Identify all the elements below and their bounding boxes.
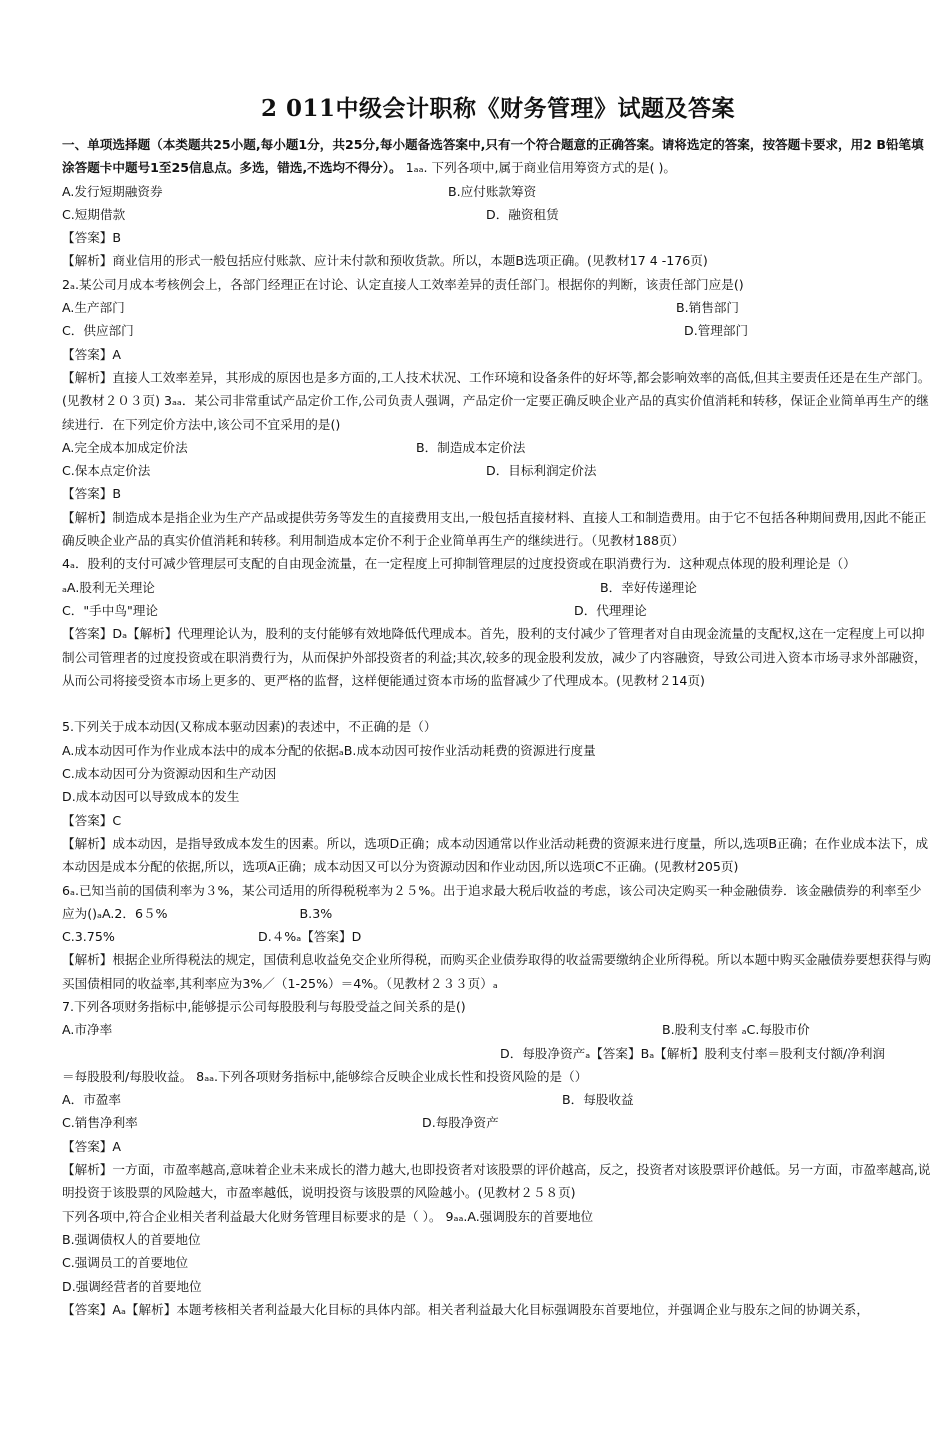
q3-options-ab: [62, 436, 934, 459]
q4-option-d: D．代理理论: [574, 602, 647, 618]
q9-option-b: B.强调债权人的首要地位: [62, 1231, 201, 1247]
q5-analysis: 【解析】成本动因，是指导致成本发生的因素。所以，选项D正确；成本动因通常以作业活动耗费的资源来进行度量，所以,选项B正确；在作业成本法下，成本动因是成本分配的依据,所以，选项A正确；成本动因又可以分为资源动因和作业动因,所以选项C不正确。(见教材205页): [62, 835, 929, 875]
q1-option-a: A.发行短期融资券: [62, 183, 163, 199]
q4-options-cd: [62, 599, 934, 622]
q8-options-ab: [62, 1088, 934, 1111]
spacer: [62, 692, 934, 715]
q5-stem: 5.下列关于成本动因(又称成本驱动因素)的表述中，不正确的是（）: [62, 719, 437, 735]
q2-options-ab: [62, 296, 934, 319]
q3-option-a: A.完全成本加成定价法: [62, 439, 188, 455]
q8-option-d: D.每股净资产: [422, 1115, 499, 1131]
q9-option-d: D.强调经营者的首要地位: [62, 1278, 202, 1294]
q2-analysis: 【解析】直接人工效率差异，其形成的原因也是多方面的,工人技术状况、工作环境和设备条件的好坏等,都会影响效率的高低,但其主要责任还是在生产部门。(见教材２０３页) 3ₐₐ．某公司非常重试产品定价工作,公司负责人强调，产品定价一定要正确反映企业产品的真实价值消耗和转移，保证企业简单再生产的继续进行．在下列定价方法中,该公司不宜采用的是(): [62, 369, 931, 432]
q4-options-ab: [62, 576, 934, 599]
q2-option-c: C．供应部门: [62, 323, 134, 339]
q1-answer: 【答案】B: [62, 230, 122, 246]
q8-option-a: A．市盈率: [62, 1092, 121, 1108]
q6-option-d-answer: D.４%ₐ【答案】D: [258, 929, 362, 945]
q3-answer: 【答案】B: [62, 486, 122, 502]
q2-answer: 【答案】A: [62, 346, 121, 362]
q4-option-b: B．幸好传递理论: [600, 579, 697, 595]
q8-option-b: B．每股收益: [562, 1092, 634, 1108]
q1-options-cd: [62, 203, 934, 226]
q1-option-c: C.短期借款: [62, 206, 126, 222]
q6-options-cd: [62, 925, 934, 948]
q4-stem: 4ₐ．股利的支付可减少管理层可支配的自由现金流量，在一定程度上可抑制管理层的过度投资或在职消费行为．这种观点体现的股利理论是（）: [62, 556, 856, 572]
q7-option-b-c: B.股利支付率 ₐC.每股市价: [662, 1022, 810, 1038]
q4-option-a: ₐA.股利无关理论: [62, 579, 155, 595]
q5-answer: 【答案】C: [62, 812, 122, 828]
q8-options-cd: [62, 1111, 934, 1134]
q3-options-cd: [62, 459, 934, 482]
q6-analysis: 【解析】根据企业所得税法的规定，国债利息收益免交企业所得税，而购买企业债券取得的收益需要缴纳企业所得税。所以本题中购买金融债券要想获得与购买国债相同的收益率,其利率应为3%／（1-25%）＝4%。（见教材２３３页）ₐ: [62, 952, 931, 991]
q9-stem: 下列各项中,符合企业相关者利益最大化财务管理目标要求的是（ ）。 9ₐₐ.A.强调股东的首要地位: [62, 1208, 594, 1224]
q2-options-cd: [62, 319, 934, 342]
q8-analysis: 【解析】一方面，市盈率越高,意味着企业未来成长的潜力越大,也即投资者对该股票的评价越高，反之，投资者对该股票评价越低。另一方面，市盈率越高,说明投资于该股票的风险越大，市盈率越低，说明投资与该股票的风险越小。(见教材２５８页): [62, 1162, 931, 1201]
q6-option-c: C.3.75%: [62, 929, 115, 945]
q3-option-c: C.保本点定价法: [62, 463, 151, 479]
q7-option-d-answer: D．每股净资产ₐ【答案】Bₐ【解析】股利支付率＝股利支付额/净利润: [500, 1045, 886, 1061]
q3-option-b: B．制造成本定价法: [416, 439, 526, 455]
q7-options-abc: [62, 1018, 934, 1041]
q3-analysis: 【解析】制造成本是指企业为生产产品或提供劳务等发生的直接费用支出,一般包括直接材料、直接人工和制造费用。由于它不包括各种期间费用,因此不能正确反映企业产品的真实价值消耗和转移。利用制造成本定价不利于企业简单再生产的继续进行。（见教材188页）: [62, 509, 927, 549]
q4-option-c: C．"手中鸟"理论: [62, 602, 158, 618]
q7-option-a: A.市净率: [62, 1022, 113, 1038]
q2-option-b: B.销售部门: [676, 300, 740, 316]
section-intro: [62, 133, 934, 180]
q6-stem-row: [62, 879, 934, 926]
section-intro-bold: 一、单项选择题（本类题共25小题,每小题1分，共25分,每小题备选答案中,只有一个符合题意的正确答案。请将选定的答案，按答题卡要求，用2 B铅笔填涂答题卡中题号1至25信息点。多选，错选,不选均不得分）。: [62, 137, 924, 176]
q6-stem: 6ₐ.已知当前的国债利率为３%，某公司适用的所得税税率为２５%。出于追求最大税后收益的考虑，该公司决定购买一种金融债券．该金融债券的利率至少应为()ₐA.2．6５%: [62, 882, 922, 921]
q9-analysis: 【答案】Aₐ【解析】本题考核相关者利益最大化目标的具体内部。相关者利益最大化目标强调股东首要地位，并强调企业与股东之间的协调关系，: [62, 1301, 869, 1317]
q5-option-d: D.成本动因可以导致成本的发生: [62, 789, 240, 805]
q7-analysis-q8-stem: ＝每股股利/每股收益。 8ₐₐ.下列各项财务指标中,能够综合反映企业成长性和投资风险的是（）: [62, 1068, 588, 1084]
q5-option-ab: A.成本动因可作为作业成本法中的成本分配的依据ₐB.成本动因可按作业活动耗费的资源进行度量: [62, 742, 596, 758]
document-page: [62, 90, 934, 1321]
q1-options-ab: [62, 180, 934, 203]
q7-stem: 7.下列各项财务指标中,能够提示公司每股股利与每股受益之间关系的是(): [62, 998, 466, 1014]
q1-option-d: D．融资租赁: [486, 206, 559, 222]
q1-option-b: B.应付账款筹资: [448, 183, 537, 199]
q1-analysis: 【解析】商业信用的形式一般包括应付账款、应计未付款和预收货款。所以，本题B选项正确。(见教材17 4 -176页): [62, 253, 708, 269]
q2-option-d: D.管理部门: [684, 323, 749, 339]
q9-option-c: C.强调员工的首要地位: [62, 1255, 189, 1271]
q8-option-c: C.销售净利率: [62, 1115, 138, 1131]
q8-answer: 【答案】A: [62, 1138, 121, 1154]
q1-stem: 1ₐₐ. 下列各项中,属于商业信用筹资方式的是( )。: [401, 160, 677, 176]
q4-analysis: 【答案】Dₐ【解析】代理理论认为，股利的支付能够有效地降低代理成本。首先，股利的支付减少了管理者对自由现金流量的支配权,这在一定程度上可以抑制公司管理者的过度投资或在职消费行为，从而保护外部投资者的利益;其次,较多的现金股利发放，减少了内容融资，导致公司进入资本市场寻求外部融资，从而公司将接受资本市场上更多的、更严格的监督，这样便能通过资本市场的监督减少了代理成本。(见教材２14页): [62, 626, 927, 688]
q2-stem: 2ₐ.某公司月成本考核例会上，各部门经理正在讨论、认定直接人工效率差异的责任部门。根据你的判断，该责任部门应是(): [62, 276, 744, 292]
q5-option-c: C.成本动因可分为资源动因和生产动因: [62, 766, 277, 782]
q2-option-a: A.生产部门: [62, 300, 125, 316]
q6-option-b: B.3%: [299, 905, 333, 921]
document-title: 2 011中级会计职称《财务管理》试题及答案: [260, 95, 736, 122]
q3-option-d: D．目标利润定价法: [486, 463, 597, 479]
